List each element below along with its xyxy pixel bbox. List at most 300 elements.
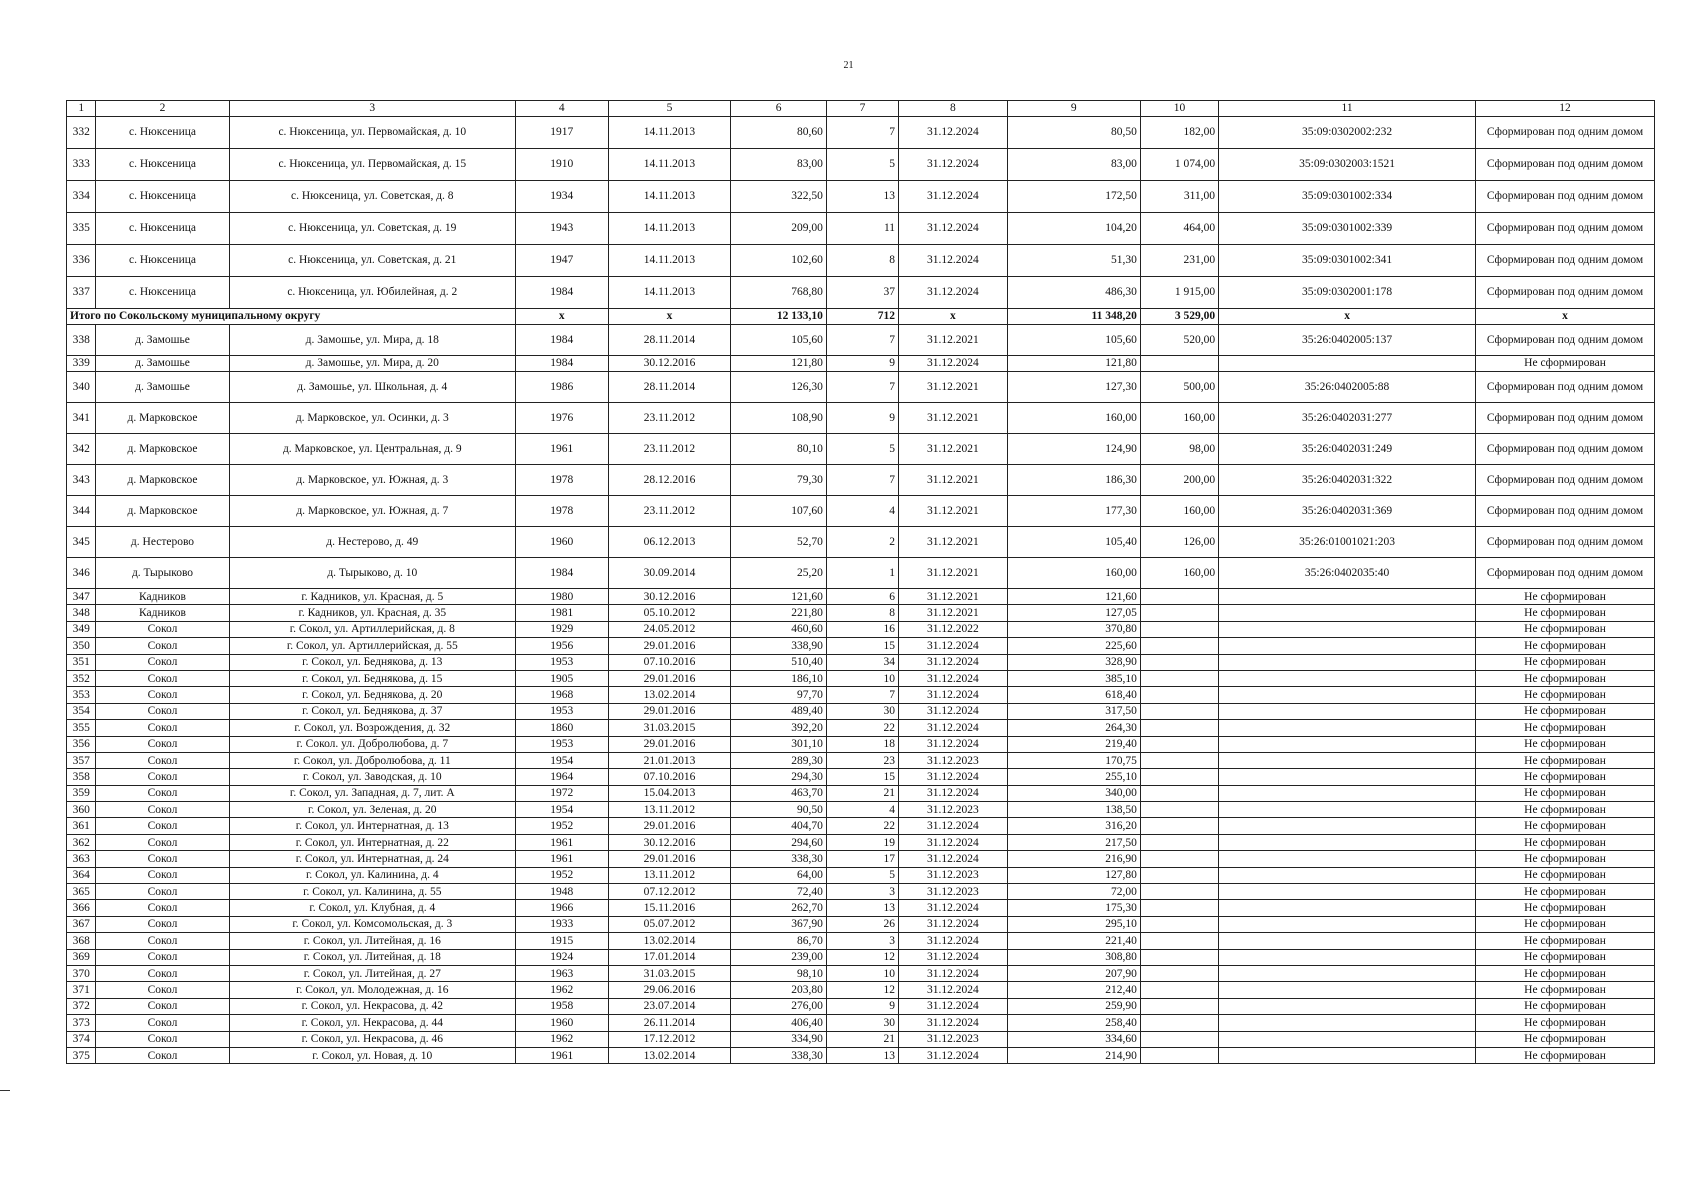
- date-cell: 13.02.2014: [608, 687, 731, 703]
- count-cell: 21: [826, 785, 898, 801]
- row-number: 363: [67, 851, 96, 867]
- due-date-cell: 31.12.2024: [899, 933, 1008, 949]
- area-cell: 25,20: [731, 558, 827, 589]
- cadastral-cell: [1219, 654, 1476, 670]
- header-cell: 12: [1476, 101, 1655, 117]
- date-cell: 29.01.2016: [608, 670, 731, 686]
- status-cell: Сформирован под одним домом: [1476, 465, 1655, 496]
- area-cell: 322,50: [731, 181, 827, 213]
- due-date-cell: 31.12.2021: [899, 589, 1008, 605]
- row-number: 370: [67, 965, 96, 981]
- status-cell: Не сформирован: [1476, 654, 1655, 670]
- year-cell: 1860: [516, 720, 608, 736]
- year-cell: 1964: [516, 769, 608, 785]
- date-cell: 14.11.2013: [608, 149, 731, 181]
- area2-cell: 295,10: [1007, 916, 1140, 932]
- row-number: 341: [67, 403, 96, 434]
- row-number: 375: [67, 1047, 96, 1063]
- settlement-cell: Сокол: [96, 1031, 229, 1047]
- year-cell: 1934: [516, 181, 608, 213]
- land-area-cell: [1140, 769, 1218, 785]
- total-cell: x: [1476, 309, 1655, 325]
- cadastral-cell: 35:09:0302001:178: [1219, 277, 1476, 309]
- row-number: 348: [67, 605, 96, 621]
- cadastral-cell: [1219, 621, 1476, 637]
- land-area-cell: [1140, 785, 1218, 801]
- status-cell: Сформирован под одним домом: [1476, 496, 1655, 527]
- due-date-cell: 31.12.2024: [899, 851, 1008, 867]
- due-date-cell: 31.12.2021: [899, 465, 1008, 496]
- table-row: [67, 1015, 1655, 1031]
- area-cell: 489,40: [731, 703, 827, 719]
- settlement-cell: Кадников: [96, 605, 229, 621]
- settlement-cell: с. Нюксеница: [96, 245, 229, 277]
- header-cell: 1: [67, 101, 96, 117]
- table-row: [67, 867, 1655, 883]
- row-number: 347: [67, 589, 96, 605]
- due-date-cell: 31.12.2023: [899, 1031, 1008, 1047]
- year-cell: 1947: [516, 245, 608, 277]
- table-row: [67, 589, 1655, 605]
- address-cell: г. Сокол, ул. Интернатная, д. 22: [229, 834, 516, 850]
- cadastral-cell: [1219, 356, 1476, 372]
- land-area-cell: 160,00: [1140, 403, 1218, 434]
- count-cell: 21: [826, 1031, 898, 1047]
- area-cell: 221,80: [731, 605, 827, 621]
- due-date-cell: 31.12.2021: [899, 434, 1008, 465]
- table-row: [67, 356, 1655, 372]
- settlement-cell: д. Замошье: [96, 356, 229, 372]
- count-cell: 9: [826, 403, 898, 434]
- date-cell: 15.11.2016: [608, 900, 731, 916]
- total-cell: 12 133,10: [731, 309, 827, 325]
- due-date-cell: 31.12.2024: [899, 818, 1008, 834]
- count-cell: 15: [826, 638, 898, 654]
- due-date-cell: 31.12.2021: [899, 372, 1008, 403]
- table-row: [67, 720, 1655, 736]
- area-cell: 80,60: [731, 117, 827, 149]
- address-cell: г. Сокол, ул. Беднякова, д. 13: [229, 654, 516, 670]
- land-area-cell: [1140, 670, 1218, 686]
- due-date-cell: 31.12.2024: [899, 998, 1008, 1014]
- land-area-cell: 500,00: [1140, 372, 1218, 403]
- settlement-cell: Сокол: [96, 720, 229, 736]
- address-cell: г. Сокол, ул. Литейная, д. 16: [229, 933, 516, 949]
- area-cell: 463,70: [731, 785, 827, 801]
- address-cell: с. Нюксеница, ул. Первомайская, д. 15: [229, 149, 516, 181]
- count-cell: 16: [826, 621, 898, 637]
- land-area-cell: 200,00: [1140, 465, 1218, 496]
- address-cell: г. Кадников, ул. Красная, д. 35: [229, 605, 516, 621]
- status-cell: Не сформирован: [1476, 867, 1655, 883]
- area2-cell: 172,50: [1007, 181, 1140, 213]
- cadastral-cell: [1219, 638, 1476, 654]
- due-date-cell: 31.12.2024: [899, 916, 1008, 932]
- table-row: [67, 982, 1655, 998]
- cadastral-cell: [1219, 802, 1476, 818]
- status-cell: Сформирован под одним домом: [1476, 149, 1655, 181]
- status-cell: Не сформирован: [1476, 703, 1655, 719]
- land-area-cell: [1140, 949, 1218, 965]
- date-cell: 28.12.2016: [608, 465, 731, 496]
- date-cell: 13.11.2012: [608, 867, 731, 883]
- address-cell: г. Сокол, ул. Калинина, д. 55: [229, 884, 516, 900]
- cadastral-cell: [1219, 752, 1476, 768]
- count-cell: 13: [826, 900, 898, 916]
- count-cell: 5: [826, 149, 898, 181]
- area-cell: 209,00: [731, 213, 827, 245]
- area2-cell: 160,00: [1007, 558, 1140, 589]
- year-cell: 1960: [516, 1015, 608, 1031]
- table-row: [67, 965, 1655, 981]
- address-cell: д. Замошье, ул. Школьная, д. 4: [229, 372, 516, 403]
- row-number: 336: [67, 245, 96, 277]
- table-row: [67, 687, 1655, 703]
- date-cell: 05.07.2012: [608, 916, 731, 932]
- cadastral-cell: [1219, 736, 1476, 752]
- address-cell: г. Сокол, ул. Беднякова, д. 37: [229, 703, 516, 719]
- address-cell: г. Сокол, ул. Некрасова, д. 46: [229, 1031, 516, 1047]
- count-cell: 13: [826, 1047, 898, 1063]
- area-cell: 262,70: [731, 900, 827, 916]
- date-cell: 13.11.2012: [608, 802, 731, 818]
- status-cell: Не сформирован: [1476, 769, 1655, 785]
- area2-cell: 127,05: [1007, 605, 1140, 621]
- row-number: 346: [67, 558, 96, 589]
- header-cell: 10: [1140, 101, 1218, 117]
- area2-cell: 207,90: [1007, 965, 1140, 981]
- due-date-cell: 31.12.2021: [899, 403, 1008, 434]
- status-cell: Не сформирован: [1476, 1047, 1655, 1063]
- area-cell: 301,10: [731, 736, 827, 752]
- address-cell: г. Сокол, ул. Артиллерийская, д. 8: [229, 621, 516, 637]
- header-cell: 8: [899, 101, 1008, 117]
- table-row: [67, 736, 1655, 752]
- cadastral-cell: 35:09:0301002:334: [1219, 181, 1476, 213]
- area-cell: 121,80: [731, 356, 827, 372]
- due-date-cell: 31.12.2023: [899, 802, 1008, 818]
- due-date-cell: 31.12.2024: [899, 769, 1008, 785]
- total-row: [67, 309, 1655, 325]
- header-cell: 5: [608, 101, 731, 117]
- settlement-cell: Сокол: [96, 818, 229, 834]
- date-cell: 13.02.2014: [608, 933, 731, 949]
- table-row: [67, 149, 1655, 181]
- land-area-cell: [1140, 916, 1218, 932]
- status-cell: Не сформирован: [1476, 900, 1655, 916]
- area2-cell: 51,30: [1007, 245, 1140, 277]
- table-row: [67, 900, 1655, 916]
- settlement-cell: с. Нюксеница: [96, 117, 229, 149]
- land-area-cell: 126,00: [1140, 527, 1218, 558]
- cadastral-cell: [1219, 1015, 1476, 1031]
- address-cell: с. Нюксеница, ул. Советская, д. 21: [229, 245, 516, 277]
- year-cell: 1961: [516, 851, 608, 867]
- count-cell: 10: [826, 965, 898, 981]
- year-cell: 1981: [516, 605, 608, 621]
- settlement-cell: Сокол: [96, 736, 229, 752]
- date-cell: 30.12.2016: [608, 589, 731, 605]
- cadastral-cell: [1219, 916, 1476, 932]
- count-cell: 8: [826, 245, 898, 277]
- settlement-cell: Сокол: [96, 884, 229, 900]
- date-cell: 29.01.2016: [608, 851, 731, 867]
- cadastral-cell: 35:26:0402031:322: [1219, 465, 1476, 496]
- land-area-cell: 160,00: [1140, 558, 1218, 589]
- status-cell: Не сформирован: [1476, 605, 1655, 621]
- status-cell: Не сформирован: [1476, 949, 1655, 965]
- header-row: [67, 101, 1655, 117]
- row-number: 374: [67, 1031, 96, 1047]
- year-cell: 1933: [516, 916, 608, 932]
- table-row: [67, 802, 1655, 818]
- area2-cell: 124,90: [1007, 434, 1140, 465]
- header-cell: 2: [96, 101, 229, 117]
- row-number: 352: [67, 670, 96, 686]
- total-cell: x: [1219, 309, 1476, 325]
- land-area-cell: [1140, 752, 1218, 768]
- row-number: 355: [67, 720, 96, 736]
- year-cell: 1948: [516, 884, 608, 900]
- cadastral-cell: 35:26:0402035:40: [1219, 558, 1476, 589]
- cadastral-cell: [1219, 949, 1476, 965]
- date-cell: 23.11.2012: [608, 403, 731, 434]
- settlement-cell: Сокол: [96, 916, 229, 932]
- area-cell: 338,90: [731, 638, 827, 654]
- land-area-cell: [1140, 736, 1218, 752]
- due-date-cell: 31.12.2024: [899, 638, 1008, 654]
- settlement-cell: Сокол: [96, 654, 229, 670]
- due-date-cell: 31.12.2024: [899, 356, 1008, 372]
- year-cell: 1984: [516, 277, 608, 309]
- table-row: [67, 213, 1655, 245]
- count-cell: 22: [826, 818, 898, 834]
- area-cell: 72,40: [731, 884, 827, 900]
- date-cell: 23.11.2012: [608, 434, 731, 465]
- area2-cell: 217,50: [1007, 834, 1140, 850]
- settlement-cell: Сокол: [96, 834, 229, 850]
- date-cell: 30.12.2016: [608, 834, 731, 850]
- land-area-cell: [1140, 802, 1218, 818]
- cadastral-cell: [1219, 818, 1476, 834]
- year-cell: 1917: [516, 117, 608, 149]
- count-cell: 5: [826, 867, 898, 883]
- due-date-cell: 31.12.2021: [899, 325, 1008, 356]
- area2-cell: 317,50: [1007, 703, 1140, 719]
- row-number: 335: [67, 213, 96, 245]
- table-row: [67, 117, 1655, 149]
- due-date-cell: 31.12.2024: [899, 720, 1008, 736]
- address-cell: г. Сокол, ул. Артиллерийская, д. 55: [229, 638, 516, 654]
- row-number: 359: [67, 785, 96, 801]
- land-area-cell: [1140, 605, 1218, 621]
- table-row: [67, 434, 1655, 465]
- area-cell: 460,60: [731, 621, 827, 637]
- table-row: [67, 403, 1655, 434]
- margin-mark: [0, 1090, 10, 1091]
- status-cell: Сформирован под одним домом: [1476, 558, 1655, 589]
- row-number: 361: [67, 818, 96, 834]
- address-cell: с. Нюксеница, ул. Советская, д. 19: [229, 213, 516, 245]
- cadastral-cell: [1219, 785, 1476, 801]
- status-cell: Сформирован под одним домом: [1476, 117, 1655, 149]
- date-cell: 29.06.2016: [608, 982, 731, 998]
- cadastral-cell: 35:09:0302003:1521: [1219, 149, 1476, 181]
- row-number: 367: [67, 916, 96, 932]
- address-cell: с. Нюксеница, ул. Первомайская, д. 10: [229, 117, 516, 149]
- status-cell: Не сформирован: [1476, 752, 1655, 768]
- settlement-cell: Сокол: [96, 998, 229, 1014]
- date-cell: 26.11.2014: [608, 1015, 731, 1031]
- settlement-cell: Сокол: [96, 769, 229, 785]
- header-cell: 4: [516, 101, 608, 117]
- settlement-cell: д. Тырыково: [96, 558, 229, 589]
- row-number: 356: [67, 736, 96, 752]
- year-cell: 1986: [516, 372, 608, 403]
- cadastral-cell: [1219, 703, 1476, 719]
- status-cell: Сформирован под одним домом: [1476, 372, 1655, 403]
- settlement-cell: д. Замошье: [96, 372, 229, 403]
- date-cell: 14.11.2013: [608, 245, 731, 277]
- address-cell: г. Сокол, ул. Возрождения, д. 32: [229, 720, 516, 736]
- land-area-cell: 1 915,00: [1140, 277, 1218, 309]
- area-cell: 86,70: [731, 933, 827, 949]
- status-cell: Не сформирован: [1476, 785, 1655, 801]
- settlement-cell: д. Замошье: [96, 325, 229, 356]
- land-area-cell: [1140, 654, 1218, 670]
- address-cell: г. Сокол, ул. Калинина, д. 4: [229, 867, 516, 883]
- cadastral-cell: [1219, 1047, 1476, 1063]
- area-cell: 367,90: [731, 916, 827, 932]
- area-cell: 338,30: [731, 851, 827, 867]
- land-area-cell: [1140, 834, 1218, 850]
- status-cell: Сформирован под одним домом: [1476, 277, 1655, 309]
- address-cell: д. Марковское, ул. Осинки, д. 3: [229, 403, 516, 434]
- row-number: 369: [67, 949, 96, 965]
- page-number: 21: [843, 60, 854, 71]
- table-row: [67, 654, 1655, 670]
- date-cell: 15.04.2013: [608, 785, 731, 801]
- address-cell: г. Сокол, ул. Заводская, д. 10: [229, 769, 516, 785]
- status-cell: Сформирован под одним домом: [1476, 527, 1655, 558]
- table-row: [67, 670, 1655, 686]
- address-cell: г. Сокол, ул. Интернатная, д. 13: [229, 818, 516, 834]
- year-cell: 1953: [516, 654, 608, 670]
- land-area-cell: 464,00: [1140, 213, 1218, 245]
- address-cell: г. Кадников, ул. Красная, д. 5: [229, 589, 516, 605]
- row-number: 342: [67, 434, 96, 465]
- land-area-cell: [1140, 818, 1218, 834]
- due-date-cell: 31.12.2021: [899, 558, 1008, 589]
- table-row: [67, 621, 1655, 637]
- settlement-cell: Сокол: [96, 982, 229, 998]
- cadastral-cell: [1219, 998, 1476, 1014]
- area-cell: 404,70: [731, 818, 827, 834]
- settlement-cell: Сокол: [96, 785, 229, 801]
- row-number: 351: [67, 654, 96, 670]
- settlement-cell: Сокол: [96, 802, 229, 818]
- year-cell: 1984: [516, 356, 608, 372]
- date-cell: 07.10.2016: [608, 769, 731, 785]
- address-cell: г. Сокол, ул. Добролюбова, д. 11: [229, 752, 516, 768]
- settlement-cell: Сокол: [96, 1015, 229, 1031]
- date-cell: 24.05.2012: [608, 621, 731, 637]
- due-date-cell: 31.12.2024: [899, 1047, 1008, 1063]
- row-number: 349: [67, 621, 96, 637]
- count-cell: 9: [826, 998, 898, 1014]
- area2-cell: 138,50: [1007, 802, 1140, 818]
- settlement-cell: Сокол: [96, 752, 229, 768]
- address-cell: г. Сокол, ул. Некрасова, д. 42: [229, 998, 516, 1014]
- due-date-cell: 31.12.2024: [899, 277, 1008, 309]
- header-cell: 7: [826, 101, 898, 117]
- count-cell: 7: [826, 372, 898, 403]
- cadastral-cell: [1219, 867, 1476, 883]
- total-cell: x: [608, 309, 731, 325]
- status-cell: Сформирован под одним домом: [1476, 434, 1655, 465]
- cadastral-cell: [1219, 605, 1476, 621]
- status-cell: Не сформирован: [1476, 965, 1655, 981]
- settlement-cell: с. Нюксеница: [96, 277, 229, 309]
- status-cell: Не сформирован: [1476, 720, 1655, 736]
- total-cell: 11 348,20: [1007, 309, 1140, 325]
- year-cell: 1978: [516, 496, 608, 527]
- date-cell: 30.09.2014: [608, 558, 731, 589]
- status-cell: Не сформирован: [1476, 589, 1655, 605]
- area-cell: 83,00: [731, 149, 827, 181]
- count-cell: 30: [826, 1015, 898, 1031]
- land-area-cell: 1 074,00: [1140, 149, 1218, 181]
- count-cell: 19: [826, 834, 898, 850]
- due-date-cell: 31.12.2024: [899, 245, 1008, 277]
- settlement-cell: Сокол: [96, 949, 229, 965]
- date-cell: 30.12.2016: [608, 356, 731, 372]
- due-date-cell: 31.12.2024: [899, 654, 1008, 670]
- area-cell: 79,30: [731, 465, 827, 496]
- settlement-cell: д. Марковское: [96, 496, 229, 527]
- date-cell: 14.11.2013: [608, 213, 731, 245]
- due-date-cell: 31.12.2024: [899, 117, 1008, 149]
- settlement-cell: д. Марковское: [96, 465, 229, 496]
- area2-cell: 340,00: [1007, 785, 1140, 801]
- year-cell: 1980: [516, 589, 608, 605]
- table-row: [67, 998, 1655, 1014]
- area-cell: 121,60: [731, 589, 827, 605]
- year-cell: 1984: [516, 558, 608, 589]
- land-area-cell: [1140, 933, 1218, 949]
- status-cell: Не сформирован: [1476, 621, 1655, 637]
- address-cell: г. Сокол, ул. Некрасова, д. 44: [229, 1015, 516, 1031]
- table-row: [67, 834, 1655, 850]
- header-cell: 11: [1219, 101, 1476, 117]
- cadastral-cell: [1219, 670, 1476, 686]
- cadastral-cell: [1219, 884, 1476, 900]
- year-cell: 1953: [516, 703, 608, 719]
- area2-cell: 80,50: [1007, 117, 1140, 149]
- status-cell: Не сформирован: [1476, 933, 1655, 949]
- land-area-cell: 520,00: [1140, 325, 1218, 356]
- land-area-cell: [1140, 703, 1218, 719]
- area-cell: 126,30: [731, 372, 827, 403]
- status-cell: Не сформирован: [1476, 687, 1655, 703]
- count-cell: 10: [826, 670, 898, 686]
- count-cell: 2: [826, 527, 898, 558]
- table-row: [67, 916, 1655, 932]
- total-cell: x: [516, 309, 608, 325]
- status-cell: Не сформирован: [1476, 916, 1655, 932]
- land-area-cell: [1140, 884, 1218, 900]
- date-cell: 21.01.2013: [608, 752, 731, 768]
